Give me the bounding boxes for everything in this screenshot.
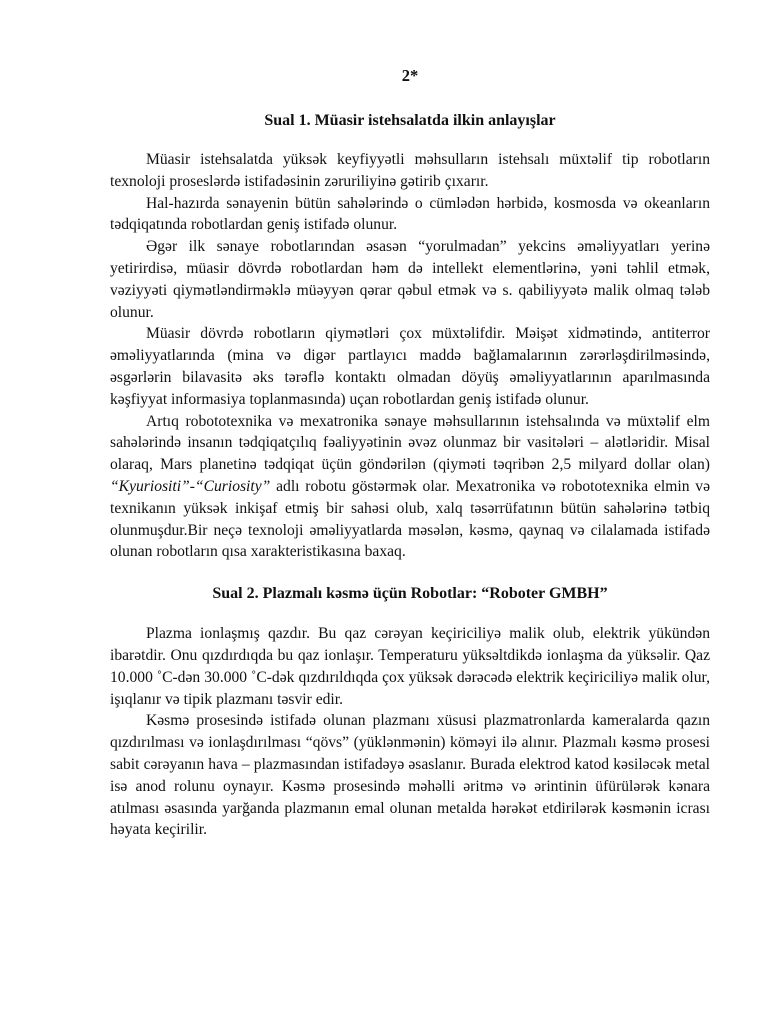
- section-1-title: Sual 1. Müasir istehsalatda ilkin anlayışlar: [264, 112, 556, 129]
- section-1-paragraph-3: Əgər ilk sənaye robotlarından əsasən “yorulmadan” yekcins əməliyyatları yerinə yetirirdisə, müasir dövrdə robotlardan həm də intellekt elementlərinə, yəni təhlil etmək, vəziyyəti qiymətləndirməklə müəyyən qərar qəbul etmək və s. qabiliyyətə malik olmaq tələb olunur.: [110, 238, 710, 321]
- section-2-paragraph-1: Plazma ionlaşmış qazdır. Bu qaz cərəyan keçiriciliyə malik olub, elektrik yükündən ibarətdir. Onu qızdırdıqda bu qaz ionlaşır. Temperaturu yüksəltdikdə ionlaşma da yüksəlir. Qaz 10.000 ˚C-dən 30.000 ˚C-dək qızdırıldıqda çox yüksək dərəcədə elektrik keçiriciliyə malik olur, işıqlanır və tipik plazmanı təsvir edir.: [110, 625, 710, 708]
- page-number: 2*: [401, 66, 419, 85]
- section-2-title: Sual 2. Plazmalı kəsmə üçün Robotlar: “Roboter GMBH”: [212, 585, 608, 603]
- section-1-paragraph-5: [110, 411, 710, 564]
- section-1-paragraph-1: Müasir istehsalatda yüksək keyfiyyətli məhsulların istehsalı müxtəlif tip robotların texnoloji proseslərdə istifadəsinin zəruriliyinə gətirib çıxarır.: [110, 151, 710, 190]
- section-1-paragraph-2: Hal-hazırda sənayenin bütün sahələrində o cümlədən hərbidə, kosmosda və okeanların tədqiqatında robotlardan geniş istifadə olunur.: [110, 194, 710, 234]
- page-content: [110, 66, 710, 841]
- paragraph-5-text-after: adlı robotu göstərmək olar. Mexatronika və robototexnika elmin və texnikanın yüksək inkişaf etmiş bir sahəsi olub, xalq təsərrüfatının bütün sahələrinə tətbiq olunmuşdur.Bir neçə texnoloji əməliyyatlarda məsələn, kəsmə, qaynaq və cilalamada istifadə olunan robotların qısa xarakteristikasına baxaq.: [110, 477, 710, 561]
- section-2-paragraph-2: Kəsmə prosesində istifadə olunan plazmanı xüsusi plazmatronlarda kameralarda qazın qızdırılması və ionlaşdırılması “qövs” (yüklənmənin) köməyi ilə alınır. Plazmalı kəsmə prosesi sabit cərəyanın hava – plazmasından istifadəyə əsaslanır. Burada elektrod katod kəsiləcək metal isə anod rolunu oynayır. Kəsmə prosesində məhəlli əritmə və ərintinin üfürülərək kənara atılması əsasında yarğanda plazmanın emal olunan metalda hərəkət etdirilərək kəsmənin icrası həyata keçirilir.: [110, 712, 710, 839]
- paragraph-5-text-before: Artıq robototexnika və mexatronika sənaye məhsullarının istehsalında və müxtəlif elm sahələrində insanın tədqiqatçılıq fəaliyyətinin əvəz olunmaz bir vasitələri – alətləridir. Misal olaraq, Mars planetinə tədqiqat üçün göndərilən (qiyməti təqribən 2,5 milyard dollar olan): [110, 412, 710, 474]
- section-1-paragraph-4: Müasir dövrdə robotların qiymətləri çox müxtəlifdir. Məişət xidmətində, antiterror əməliyyatlarında (mina və digər partlayıcı maddə bağlamalarının zərərləşdirilməsində, əsgərlərin bilavasitə əks tərəflə kontaktı olmadan döyüş əməliyyatlarının aparılmasında kəşfiyyat informasiya toplanmasında) uçan robotlardan geniş istifadə olunur.: [110, 325, 710, 408]
- curiosity-robot-name: “Kyuriositi”-“Curiosity”: [110, 477, 271, 495]
